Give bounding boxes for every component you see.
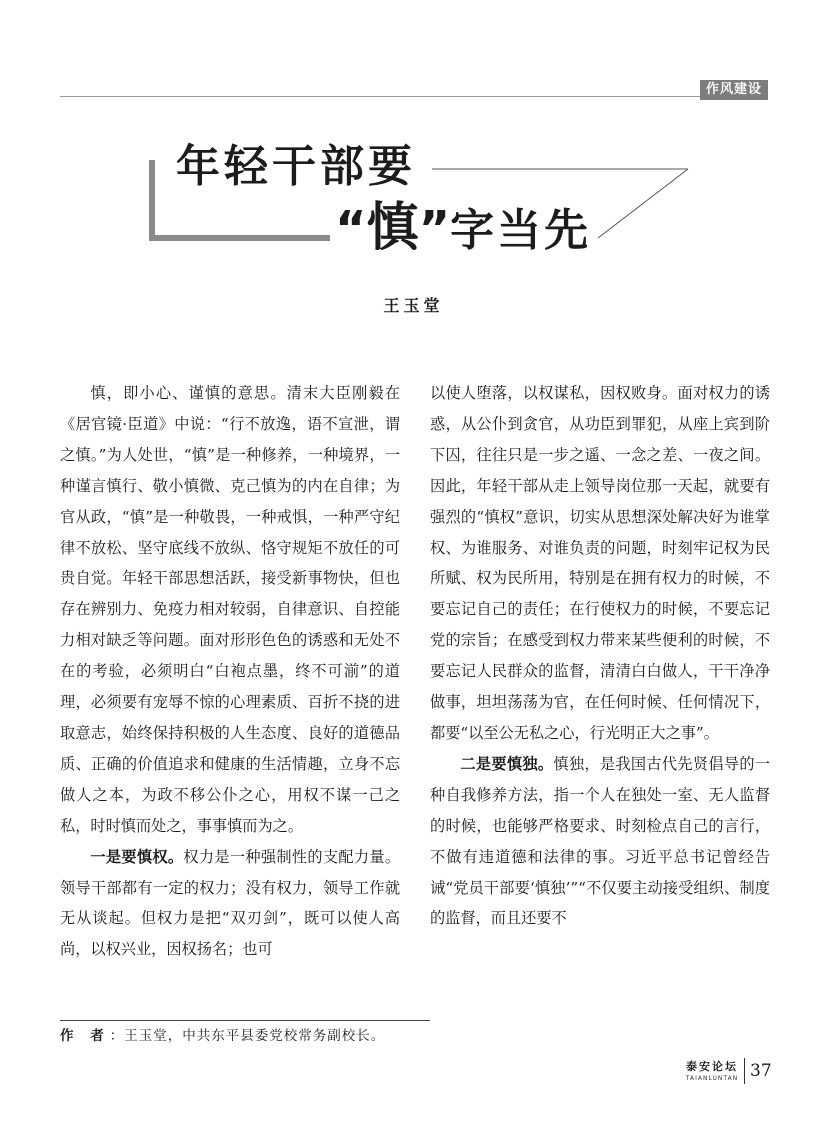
author-footnote: [60, 1026, 385, 1046]
page-number-separator: [744, 1058, 745, 1084]
right-paragraph-1: 以使人堕落，以权谋私，因权败身。面对权力的诱惑，从公仆到贪官，从功臣到罪犯，从座上宾到阶下囚，往往只是一步之遥、一念之差、一夜之间。因此，年轻干部从走上领导岗位那一天起，就要有强烈的“慎权”意识，切实从思想深处解决好为谁掌权、为谁服务、对谁负责的问题，时刻牢记权为民所赋、权为民所用，特别是在拥有权力的时候，不要忘记自己的责任；在行使权力的时候，不要忘记党的宗旨；在感受到权力带来某些便利的时候，不要忘记人民群众的监督，清清白白做人，干干净净做事，坦坦荡荡为官，在任何时候、任何情况下，都要“以至公无私之心，行光明正大之事”。: [430, 384, 770, 742]
right-paragraph-2-lead: 二是要慎独。: [460, 754, 554, 773]
left-paragraph-2-text: 权力是一种强制性的支配力量。领导干部都有一定的权力；没有权力，领导工作就无从谈起。但权力是把“双刃剑”，既可以使人高尚，以权兴业，因权扬名；也可: [60, 847, 401, 959]
journal-name-cn: 泰安论坛: [686, 1060, 738, 1073]
title-line-2: [335, 198, 591, 261]
title-line-1: 年轻干部要: [176, 141, 416, 192]
title-line-2-rest: 字当先: [450, 205, 592, 256]
author-byline: 王玉堂: [383, 296, 444, 315]
title-key-character: 慎: [366, 197, 419, 258]
title-frame-diagonal-line: [598, 169, 688, 238]
journal-name-en: TAIANLUNTAN: [685, 1075, 739, 1082]
title-close-quote: ”: [418, 201, 451, 257]
right-paragraph-2-text: 慎独，是我国古代先贤倡导的一种自我修养方法，指一个人在独处一室、无人监督的时候，也能够严格要求、时刻检点自己的言行，不做有违道德和法律的事。习近平总书记曾经告诫“党员干部要‘慎独’”“不仅要主动接受组织、制度的监督，而且还要不: [430, 754, 771, 928]
left-paragraph-2-lead: 一是要慎权。: [90, 847, 184, 866]
title-open-quote: “: [335, 201, 367, 257]
footnote-label: 作 者: [60, 1028, 110, 1044]
right-column: [430, 378, 770, 934]
left-paragraph-2: [60, 842, 400, 966]
left-paragraph-1: 慎，即小心、谨慎的意思。清末大臣刚毅在《居官镜·臣道》中说：“行不放逸，语不宣泄，谓之慎。”为人处世，“慎”是一种修养，一种境界，一种谨言慎行、敬小慎微、克己慎为的内在自律；为官从政，“慎”是一种敬畏，一种戒惧，一种严守纪律不放松、坚守底线不放纵、恪守规矩不放任的可贵自觉。年轻干部思想活跃，接受新事物快，但也存在辨别力、免疫力相对较弱，自律意识、自控能力相对缺乏等问题。面对形形色色的诱惑和无处不在的考验，必须明白“白袍点墨，终不可湔”的道理，必须要有宠辱不惊的心理素质、百折不挠的进取意志，始终保持积极的人生态度、良好的道德品质、正确的价值追求和健康的生活情趣，立身不忘做人之本，为政不移公仆之心，用权不谋一己之私，时时慎而处之，事事慎而为之。: [60, 384, 400, 835]
footnote-text: ：王玉堂，中共东平县委党校常务副校长。: [109, 1028, 386, 1044]
header-rule: [60, 96, 768, 97]
page-number: 37: [750, 1061, 772, 1081]
journal-name: [683, 1060, 741, 1083]
right-paragraph-2: [430, 749, 770, 934]
section-tag: 作风建设: [700, 80, 768, 100]
left-column: [60, 378, 400, 965]
footnote-rule: [60, 1020, 430, 1021]
